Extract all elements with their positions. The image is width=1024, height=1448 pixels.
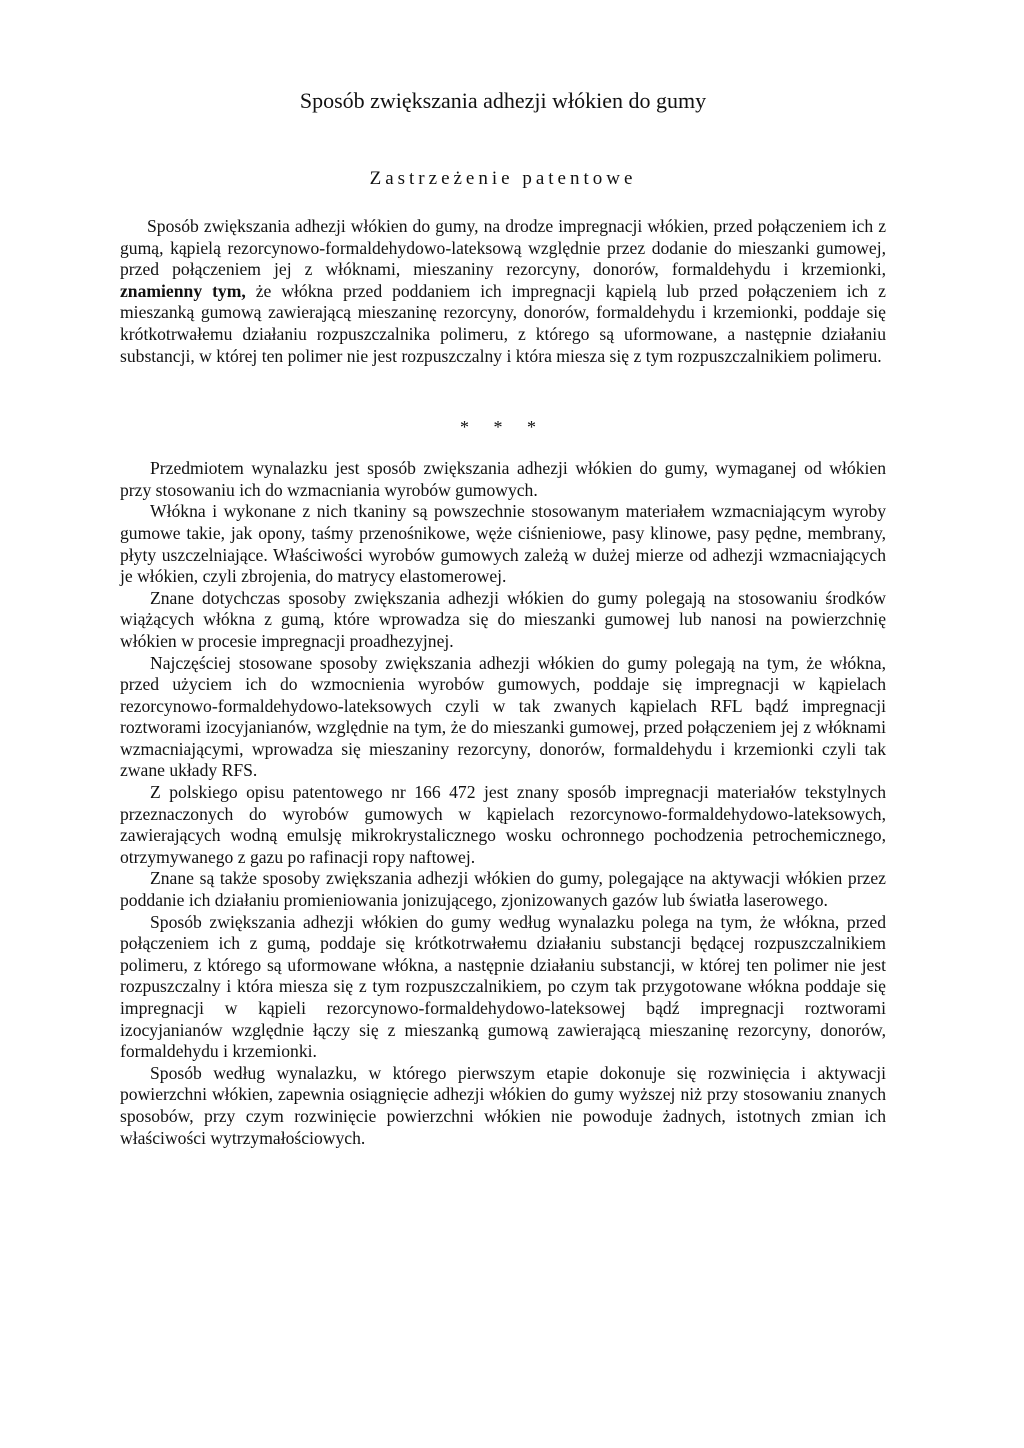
paragraph: Znane są także sposoby zwiększania adhezji włókien do gumy, polegające na aktywacji włókien przez poddanie ich działaniu promieniowania jonizującego, zjonizowanych gazów lub światła laserowego. bbox=[120, 868, 886, 911]
paragraph: Włókna i wykonane z nich tkaniny są powszechnie stosowanym materiałem wzmacniającym wyroby gumowe takie, jak opony, taśmy przenośnikowe, węże ciśnieniowe, pasy klinowe, pasy pędne, membrany, płyty uszczelniające. Właściwości wyrobów gumowych zależą w dużej mierze od adhezji wzmacniających je włókien, czyli zbrojenia, do matrycy elastomerowej. bbox=[120, 501, 886, 587]
description-body bbox=[120, 458, 886, 1149]
paragraph: Przedmiotem wynalazku jest sposób zwiększania adhezji włókien do gumy, wymaganej od włókien przy stosowaniu ich do wzmacniania wyrobów gumowych. bbox=[120, 458, 886, 500]
claim-emphasis: znamienny tym, bbox=[120, 280, 246, 301]
section-heading: Zastrzeżenie patentowe bbox=[369, 168, 637, 189]
document-title: Sposób zwiększania adhezji włókien do gumy bbox=[299, 88, 707, 113]
paragraph: Znane dotychczas sposoby zwiększania adhezji włókien do gumy polegają na stosowaniu środków wiążących włókna z gumą, które wprowadza się do mieszanki gumowej lub nanosi na powierzchnię włókien w procesie impregnacji proadhezyjnej. bbox=[120, 587, 886, 651]
paragraph: Sposób według wynalazku, w którego pierwszym etapie dokonuje się rozwinięcia i aktywacji powierzchni włókien, zapewnia osiągnięcie adhezji włókien do gumy wyższej niż przy stosowaniu znanych sposobów, przy czym rozwinięcie powierzchni włókien nie powoduje żadnych, istotnych zmian ich właściwości wytrzymałościowych. bbox=[120, 1062, 886, 1148]
paragraph: Sposób zwiększania adhezji włókien do gumy według wynalazku polega na tym, że włókna, przed połączeniem ich z gumą, poddaje się krótkotrwałemu działaniu substancji będącej rozpuszczalnikiem polimeru, z którego są uformowane włókna, a następnie działaniu substancji, w której ten polimer nie jest rozpuszczalny i która miesza się z tym rozpuszczalnikiem, po czym tak przygotowane włókna poddaje się impregnacji w kąpieli rezorcynowo-formaldehydowo-lateksowej bądź impregnacji roztworami izocyjanianów względnie łączy się z mieszanką gumową zawierającą mieszaninę rezorcyny, donorów, formaldehydu i krzemionki. bbox=[120, 911, 886, 1062]
claim-text-part1: Sposób zwiększania adhezji włókien do gumy, na drodze impregnacji włókien, przed połączeniem ich z gumą, kąpielą rezorcynowo-formaldehydowo-lateksową względnie przez dodanie do mieszanki gumowej, przed połączeniem jej z włóknami, mieszaniny rezorcyny, donorów, formaldehydu i krzemionki, bbox=[120, 216, 886, 280]
section-separator: * * * bbox=[460, 417, 546, 438]
document-page bbox=[120, 88, 886, 1149]
paragraph: Najczęściej stosowane sposoby zwiększania adhezji włókien do gumy polegają na tym, że włókna, przed użyciem ich do wzmocnienia wyrobów gumowych, poddaje się impregnacji w kąpielach rezorcynowo-formaldehydowo-lateksowych czyli w tak zwanych kąpielach RFL bądź impregnacji roztworami izocyjanianów, względnie na tym, że do mieszanki gumowej, przed połączeniem jej z włóknami wzmacniającymi, wprowadza się mieszaniny rezorcyny, donorów, formaldehydu i krzemionki czyli tak zwane układy RFS. bbox=[120, 652, 886, 781]
claim-text-part2: że włókna przed poddaniem ich impregnacji kąpielą lub przed połączeniem ich z mieszanką gumową zawierającą mieszaninę rezorcyny, donorów, formaldehydu i krzemionki, poddaje się krótkotrwałemu działaniu rozpuszczalnika polimeru, z którego są uformowane, a następnie działaniu substancji, w której ten polimer nie jest rozpuszczalny i która miesza się z tym rozpuszczalnikiem polimeru. bbox=[120, 280, 886, 366]
paragraph: Z polskiego opisu patentowego nr 166 472 jest znany sposób impregnacji materiałów tekstylnych przeznaczonych do wyrobów gumowych w kąpielach rezorcynowo-formaldehydowo-lateksowych, zawierających wodną emulsję mikrokrystalicznego wosku ochronnego pochodzenia petrochemicznego, otrzymywanego z gazu po rafinacji ropy naftowej. bbox=[120, 782, 886, 867]
patent-claim bbox=[120, 216, 886, 367]
